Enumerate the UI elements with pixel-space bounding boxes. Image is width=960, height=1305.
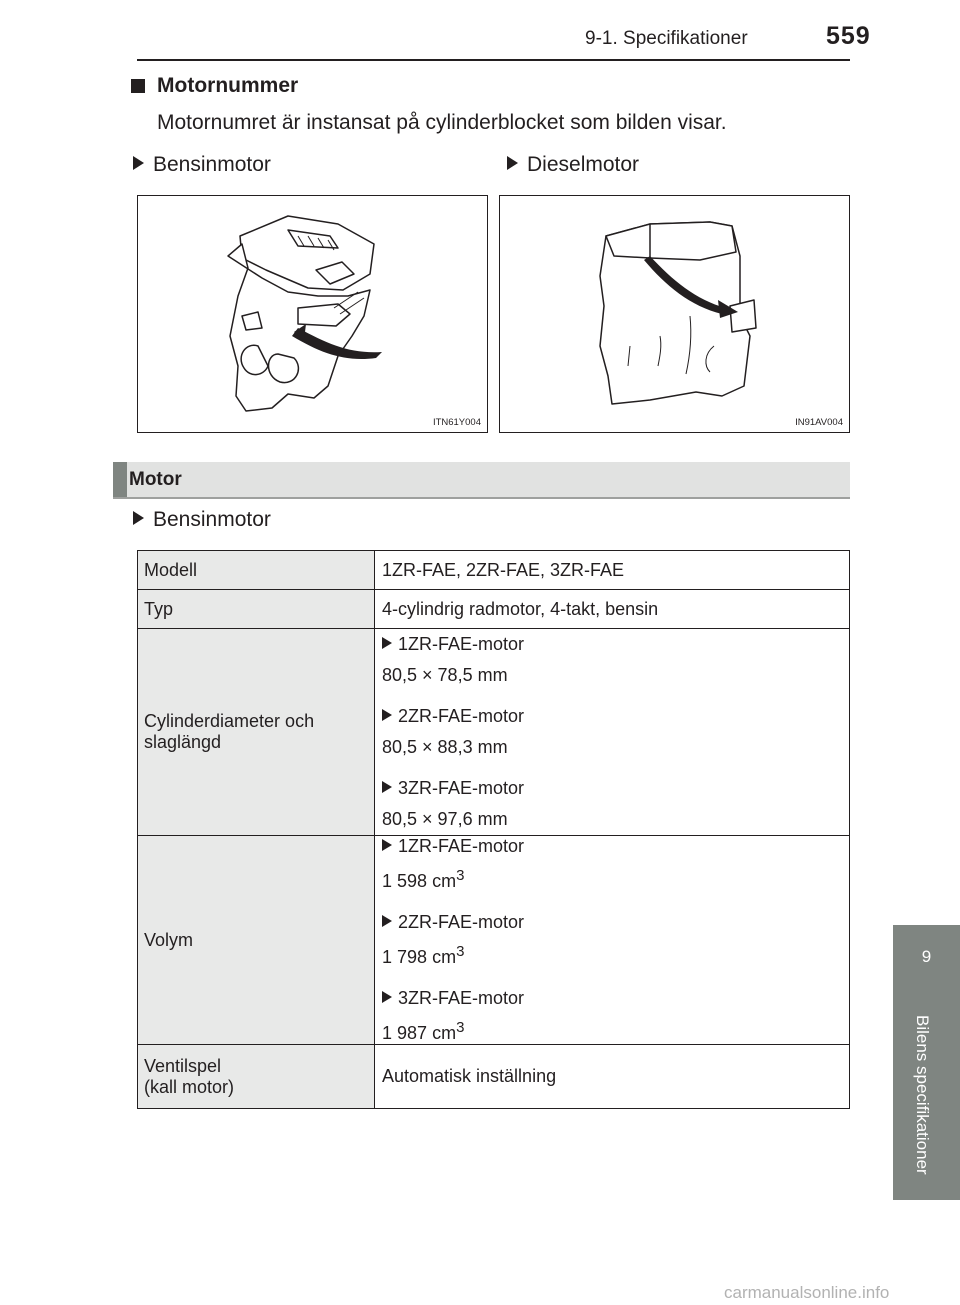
table-value [375,836,850,1045]
table-key: Ventilspel (kall motor) [138,1045,375,1109]
table-key: Volym [138,836,375,1045]
entry-value: 1 798 $cm^3$ [382,943,465,967]
triangle-bullet-icon [382,637,392,649]
table-value [375,629,850,836]
entry-value: 1 598 $cm^3$ [382,867,465,891]
petrol-engine-illustration [138,196,489,434]
triangle-bullet-icon [133,511,144,525]
entry-value: 80,5 × 97,6 mm [382,809,508,829]
triangle-bullet-icon [382,781,392,793]
engine-number-text: Motornumret är instansat på cylinderblocket som bilden visar. [157,111,727,134]
triangle-bullet-icon [133,156,144,170]
table-key: Typ [138,590,375,629]
table-key: Cylinderdiameter och slaglängd [138,629,375,836]
motor-spec-table [137,550,850,1109]
triangle-bullet-icon [382,709,392,721]
page-number: 559 [826,22,871,50]
entry-value: 80,5 × 78,5 mm [382,665,508,685]
entry-value: 80,5 × 88,3 mm [382,737,508,757]
motor-section-title: Motor [129,469,182,490]
table-row [138,1045,850,1109]
figure-label-petrol: Bensinmotor [133,153,271,177]
diesel-engine-figure [499,195,850,433]
entry-engine: 3ZR-FAE-motor [382,778,843,799]
square-bullet-icon [131,79,145,93]
entry-value: 1 987 $cm^3$ [382,1019,465,1043]
figure-code-petrol: ITN61Y004 [432,417,481,428]
entry-engine: 1ZR-FAE-motor [382,634,843,655]
motor-sub-label: Bensinmotor [133,508,271,532]
figure-code-diesel: IN91AV004 [795,417,843,428]
table-row [138,629,850,836]
entry-engine: 3ZR-FAE-motor [382,988,843,1009]
petrol-engine-figure [137,195,488,433]
triangle-bullet-icon [382,839,392,851]
table-value: 1ZR-FAE, 2ZR-FAE, 3ZR-FAE [375,551,850,590]
triangle-bullet-icon [507,156,518,170]
table-row [138,836,850,1045]
chapter-label: Bilens specifikationer [913,1015,932,1175]
table-value: 4-cylindrig radmotor, 4-takt, bensin [375,590,850,629]
section-accent [113,462,127,497]
figure-label-diesel: Dieselmotor [507,153,639,177]
chapter-number: 9 [921,947,932,966]
entry-engine: 2ZR-FAE-motor [382,912,843,933]
table-value: Automatisk inställning [375,1045,850,1109]
entry-engine: 1ZR-FAE-motor [382,836,843,857]
entry-engine: 2ZR-FAE-motor [382,706,843,727]
watermark: carmanualsonline.info [724,1283,890,1302]
header-section-title: 9-1. Specifikationer [585,28,748,49]
triangle-bullet-icon [382,991,392,1003]
table-row [138,551,850,590]
header-rule [137,59,850,61]
engine-number-heading: Motornummer [157,74,299,97]
table-row [138,590,850,629]
table-key: Modell [138,551,375,590]
motor-section-header [113,462,850,499]
triangle-bullet-icon [382,915,392,927]
diesel-engine-illustration [500,196,851,434]
